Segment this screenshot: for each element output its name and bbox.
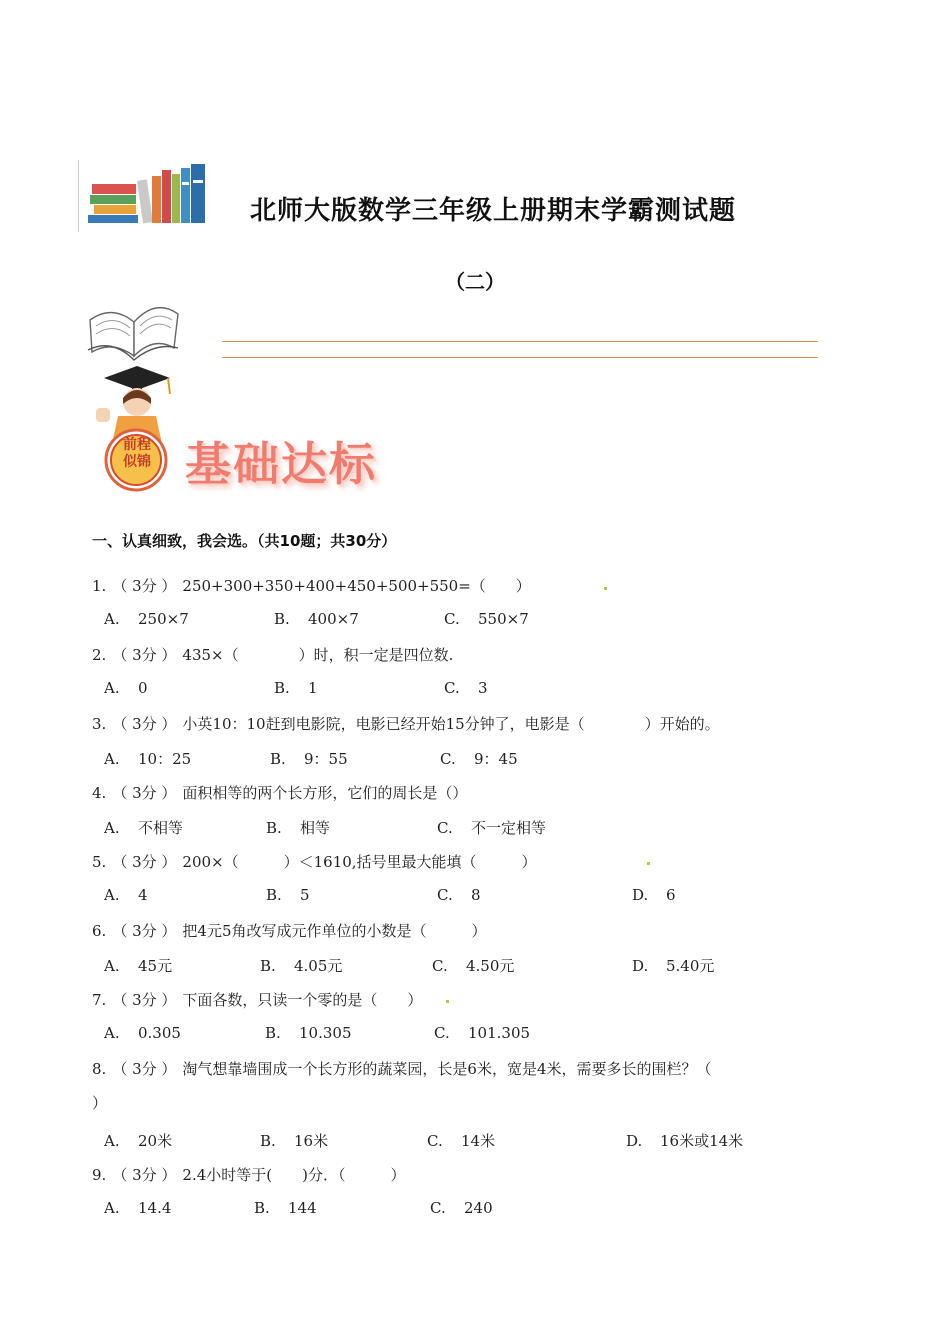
option-letter: B. [266,819,282,837]
option-letter: A. [104,957,120,975]
option-letter: B. [260,1132,276,1150]
option-c [437,886,481,904]
question-2 [92,644,453,665]
question-number: 5. [92,853,107,871]
header-rule-1 [222,341,818,342]
question-score: （ 3分 ） [112,1166,177,1184]
option-c [432,955,514,976]
question-score: （ 3分 ） [112,922,177,940]
question-text: 435×（ ）时，积一定是四位数. [182,646,454,664]
option-c [440,748,518,769]
question-score: （ 3分 ） [112,784,177,802]
header-rule-2 [222,357,818,358]
page-title: 北师大版数学三年级上册期末学霸测试题 [250,196,737,226]
option-text: 144 [288,1199,317,1217]
question-8 [92,1058,712,1079]
option-text: 不一定相等 [471,819,547,837]
question-number: 1. [92,577,107,595]
option-a [104,748,191,769]
option-b [254,1199,317,1217]
question-number: 8. [92,1060,107,1078]
option-d [626,1130,743,1151]
option-c [437,817,546,838]
mascot-badge [118,437,156,471]
option-text: 10：25 [138,750,192,768]
option-b [260,955,342,976]
question-number: 4. [92,784,107,802]
option-c [430,1199,493,1217]
option-letter: C. [444,679,460,697]
badge-bottom-text: 似锦 [123,454,151,470]
page-subtitle: （二） [445,270,505,294]
scan-speck [647,862,650,865]
option-letter: B. [254,1199,270,1217]
option-letter: B. [265,1024,281,1042]
option-letter: A. [104,750,120,768]
option-letter: C. [437,886,453,904]
option-letter: C. [427,1132,443,1150]
option-text: 9：45 [474,750,518,768]
question-3 [92,713,720,734]
option-text: 14.4 [138,1199,172,1217]
option-text: 1 [308,679,318,697]
option-d [632,955,714,976]
open-book-icon [84,290,184,362]
question-text: 下面各数，只读一个零的是（ ） [182,991,423,1009]
option-letter: D. [626,1132,643,1150]
option-text: 400×7 [308,610,359,628]
question-text: 2.4小时等于( )分．（ ） [182,1166,406,1184]
question-score: （ 3分 ） [112,646,177,664]
option-a [104,1199,171,1217]
graduate-mascot-icon [88,364,186,492]
option-text: 4.05元 [294,957,343,975]
section-heading: 一、认真细致，我会选。（共10题；共30分） [92,532,397,550]
option-text: 16米或14米 [660,1132,744,1150]
header-divider [78,160,79,232]
option-text: 不相等 [138,819,184,837]
question-number: 6. [92,922,107,940]
option-text: 4.50元 [466,957,515,975]
option-text: 相等 [300,819,331,837]
option-letter: A. [104,610,120,628]
option-text: 20米 [138,1132,173,1150]
question-text: 淘气想靠墙围成一个长方形的蔬菜园，长是6米，宽是4米，需要多长的围栏？（ [182,1060,712,1078]
option-c [444,610,529,628]
option-text: 6 [666,886,676,904]
option-letter: B. [274,679,290,697]
question-score: （ 3分 ） [112,715,177,733]
question-text: 把4元5角改写成元作单位的小数是（ ） [182,922,487,940]
option-letter: A. [104,1024,120,1042]
badge-top-text: 前程 [123,437,151,453]
option-letter: C. [440,750,456,768]
option-text: 0 [138,679,148,697]
option-text: 240 [464,1199,493,1217]
option-b [266,886,310,904]
question-text-continued: ） [92,1094,108,1112]
option-text: 3 [478,679,488,697]
option-a [104,679,148,697]
question-text: 面积相等的两个长方形，它们的周长是（） [182,784,468,802]
option-letter: B. [270,750,286,768]
option-text: 16米 [294,1132,329,1150]
option-letter: A. [104,819,120,837]
option-a [104,817,183,838]
option-c [434,1024,530,1042]
option-letter: C. [437,819,453,837]
option-letter: D. [632,957,649,975]
option-text: 250×7 [138,610,189,628]
question-text: 小英10：10赶到电影院，电影已经开始15分钟了，电影是（ ）开始的。 [182,715,720,733]
option-letter: C. [430,1199,446,1217]
option-letter: A. [104,1132,120,1150]
question-score: （ 3分 ） [112,853,177,871]
scan-speck [446,1000,449,1003]
option-a [104,1130,172,1151]
question-7 [92,989,422,1010]
question-number: 3. [92,715,107,733]
option-text: 5 [300,886,310,904]
option-letter: C. [432,957,448,975]
option-letter: C. [434,1024,450,1042]
option-text: 14米 [461,1132,496,1150]
option-b [270,748,348,769]
option-text: 9：55 [304,750,348,768]
option-c [427,1130,495,1151]
option-b [274,679,318,697]
option-letter: A. [104,1199,120,1217]
option-c [444,679,488,697]
option-letter: B. [260,957,276,975]
option-a [104,886,148,904]
question-number: 2. [92,646,107,664]
question-1 [92,575,531,596]
question-4 [92,782,467,803]
question-score: （ 3分 ） [112,577,177,595]
question-score: （ 3分 ） [112,991,177,1009]
option-letter: B. [266,886,282,904]
option-text: 101.305 [468,1024,531,1042]
option-a [104,610,189,628]
option-letter: C. [444,610,460,628]
option-letter: A. [104,679,120,697]
scan-speck [604,587,607,590]
option-text: 8 [471,886,481,904]
question-number: 9. [92,1166,107,1184]
question-number: 7. [92,991,107,1009]
option-text: 5.40元 [666,957,715,975]
option-text: 4 [138,886,148,904]
question-6 [92,920,487,941]
option-letter: A. [104,886,120,904]
option-b [260,1130,328,1151]
question-text: 250+300+350+400+450+500+550=（ ） [182,577,531,595]
section-banner: 基础达标 [185,437,377,491]
question-5 [92,851,537,872]
option-b [266,817,330,838]
question-9 [92,1164,405,1185]
option-a [104,1024,181,1042]
option-text: 550×7 [478,610,529,628]
option-letter: B. [274,610,290,628]
option-d [632,886,676,904]
option-b [274,610,359,628]
option-b [265,1024,352,1042]
option-text: 45元 [138,957,173,975]
books-icon [88,160,213,226]
question-score: （ 3分 ） [112,1060,177,1078]
question-text: 200×（ ）＜1610,括号里最大能填（ ） [182,853,537,871]
option-text: 10.305 [299,1024,352,1042]
option-text: 0.305 [138,1024,181,1042]
option-a [104,955,172,976]
option-letter: D. [632,886,649,904]
